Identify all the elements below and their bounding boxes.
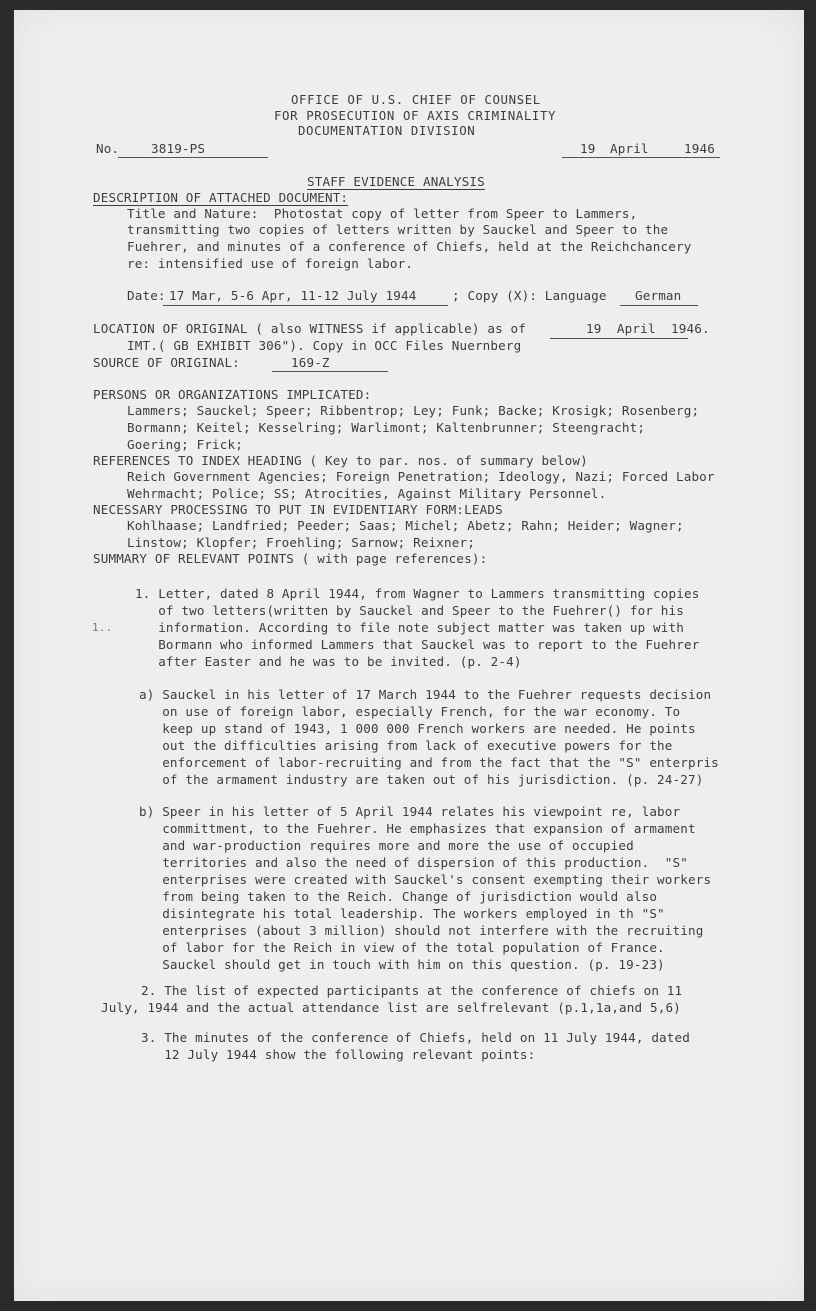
persons-line: Lammers; Sauckel; Speer; Ribbentrop; Ley; Funk; Backe; Krosigk; Rosenberg;	[127, 403, 700, 418]
source-label: SOURCE OF ORIGINAL:	[93, 355, 240, 370]
summary-para-a-line: a) Sauckel in his letter of 17 March 1944 to the Fuehrer requests decision	[139, 687, 712, 702]
document-title: STAFF EVIDENCE ANALYSIS	[307, 174, 485, 189]
date-label: Date:	[127, 288, 166, 303]
summary-para-1-line: 1. Letter, dated 8 April 1944, from Wagner to Lammers transmitting copies	[135, 586, 700, 601]
summary-para-b-line: enterprises were created with Sauckel's consent exempting their workers	[139, 872, 712, 887]
summary-para-1-line: information. According to file note subject matter was taken up with	[135, 620, 684, 635]
references-heading: REFERENCES TO INDEX HEADING ( Key to par. nos. of summary below)	[93, 453, 588, 468]
source-value: 169-Z	[291, 355, 330, 370]
language-value: German	[635, 288, 682, 303]
language-underline	[620, 305, 698, 306]
summary-para-b-line: disintegrate his total leadership. The workers employed in th "S"	[139, 906, 665, 921]
summary-para-1-line: of two letters(written by Sauckel and Speer to the Fuehrer() for his	[135, 603, 684, 618]
header-line-3: DOCUMENTATION DIVISION	[298, 123, 476, 138]
persons-line: Goering; Frick;	[127, 437, 243, 452]
references-line: Reich Government Agencies; Foreign Penetration; Ideology, Nazi; Forced Labor	[127, 469, 715, 484]
date-value-underline	[163, 305, 448, 306]
summary-para-b-line: and war-production requires more and more the use of occupied	[139, 838, 634, 853]
summary-para-b-line: b) Speer in his letter of 5 April 1944 relates his viewpoint re, labor	[139, 804, 681, 819]
date-day: 19	[580, 141, 596, 156]
copy-language-label: ; Copy (X): Language	[452, 288, 607, 303]
summary-para-a-line: of the armament industry are taken out of his jurisdiction. (p. 24-27)	[139, 772, 704, 787]
location-line-2: IMT.( GB EXHIBIT 306"). Copy in OCC Files Nuernberg	[127, 338, 522, 353]
summary-para-1-line: Bormann who informed Lammers that Sauckel was to report to the Fuehrer	[135, 637, 700, 652]
processing-line: Linstow; Klopfer; Froehling; Sarnow; Reixner;	[127, 535, 475, 550]
summary-para-a-line: on use of foreign labor, especially French, for the war economy. To	[139, 704, 681, 719]
summary-para-3-line: 3. The minutes of the conference of Chiefs, held on 11 July 1944, dated	[141, 1030, 690, 1045]
summary-para-b-line: committment, to the Fuehrer. He emphasizes that expansion of armament	[139, 821, 696, 836]
description-line: re: intensified use of foreign labor.	[127, 256, 414, 271]
summary-para-2-line: 2. The list of expected participants at the conference of chiefs on 11	[141, 983, 683, 998]
summary-para-b-line: enterprises (about 3 million) should not interfere with the recruiting	[139, 923, 704, 938]
source-underline	[272, 371, 388, 372]
summary-para-b-line: Sauckel should get in touch with him on this question. (p. 19-23)	[139, 957, 665, 972]
date-month: April	[610, 141, 649, 156]
summary-para-1-line: after Easter and he was to be invited. (p. 2-4)	[135, 654, 522, 669]
date-underline	[562, 157, 720, 158]
summary-para-a-line: keep up stand of 1943, 1 000 000 French workers are needed. He points	[139, 721, 696, 736]
location-date: 19 April 1946.	[586, 321, 710, 336]
summary-para-b-line: from being taken to the Reich. Change of jurisdiction would also	[139, 889, 658, 904]
summary-para-a-line: out the difficulties arising from lack of executive powers for the	[139, 738, 673, 753]
description-line: transmitting two copies of letters written by Sauckel and Speer to the	[127, 222, 669, 237]
doc-number-underline	[118, 157, 268, 158]
summary-para-b-line: territories and also the need of dispersion of this production. "S"	[139, 855, 688, 870]
location-date-underline	[550, 338, 688, 339]
summary-para-a-line: enforcement of labor-recruiting and from the fact that the "S" enterpris	[139, 755, 719, 770]
description-line: Title and Nature: Photostat copy of letter from Speer to Lammers,	[127, 206, 638, 221]
references-line: Wehrmacht; Police; SS; Atrocities, Against Military Personnel.	[127, 486, 607, 501]
description-heading: DESCRIPTION OF ATTACHED DOCUMENT:	[93, 190, 349, 205]
summary-para-3-line: 12 July 1944 show the following relevant points:	[141, 1047, 536, 1062]
doc-number-label: No.	[96, 141, 120, 156]
summary-heading: SUMMARY OF RELEVANT POINTS ( with page references):	[93, 551, 488, 566]
summary-para-b-line: of labor for the Reich in view of the total population of France.	[139, 940, 665, 955]
date-value: 17 Mar, 5-6 Apr, 11-12 July 1944	[169, 288, 417, 303]
header-line-1: OFFICE OF U.S. CHIEF OF COUNSEL	[291, 92, 541, 107]
date-year: 1946	[684, 141, 715, 156]
persons-heading: PERSONS OR ORGANIZATIONS IMPLICATED:	[93, 387, 372, 402]
header-line-2: FOR PROSECUTION OF AXIS CRIMINALITY	[274, 108, 557, 123]
processing-line: Kohlhaase; Landfried; Peeder; Saas; Michel; Abetz; Rahn; Heider; Wagner;	[127, 518, 684, 533]
processing-heading: NECESSARY PROCESSING TO PUT IN EVIDENTIARY FORM:LEADS	[93, 502, 503, 517]
margin-mark: 1..	[92, 621, 113, 634]
location-label: LOCATION OF ORIGINAL ( also WITNESS if applicable) as of	[93, 321, 526, 336]
description-line: Fuehrer, and minutes of a conference of Chiefs, held at the Reichchancery	[127, 239, 692, 254]
summary-para-2-line: July, 1944 and the actual attendance list are selfrelevant (p.1,1a,and 5,6)	[101, 1000, 681, 1015]
doc-number-value: 3819-PS	[151, 141, 206, 156]
persons-line: Bormann; Keitel; Kesselring; Warlimont; Kaltenbrunner; Steengracht;	[127, 420, 646, 435]
